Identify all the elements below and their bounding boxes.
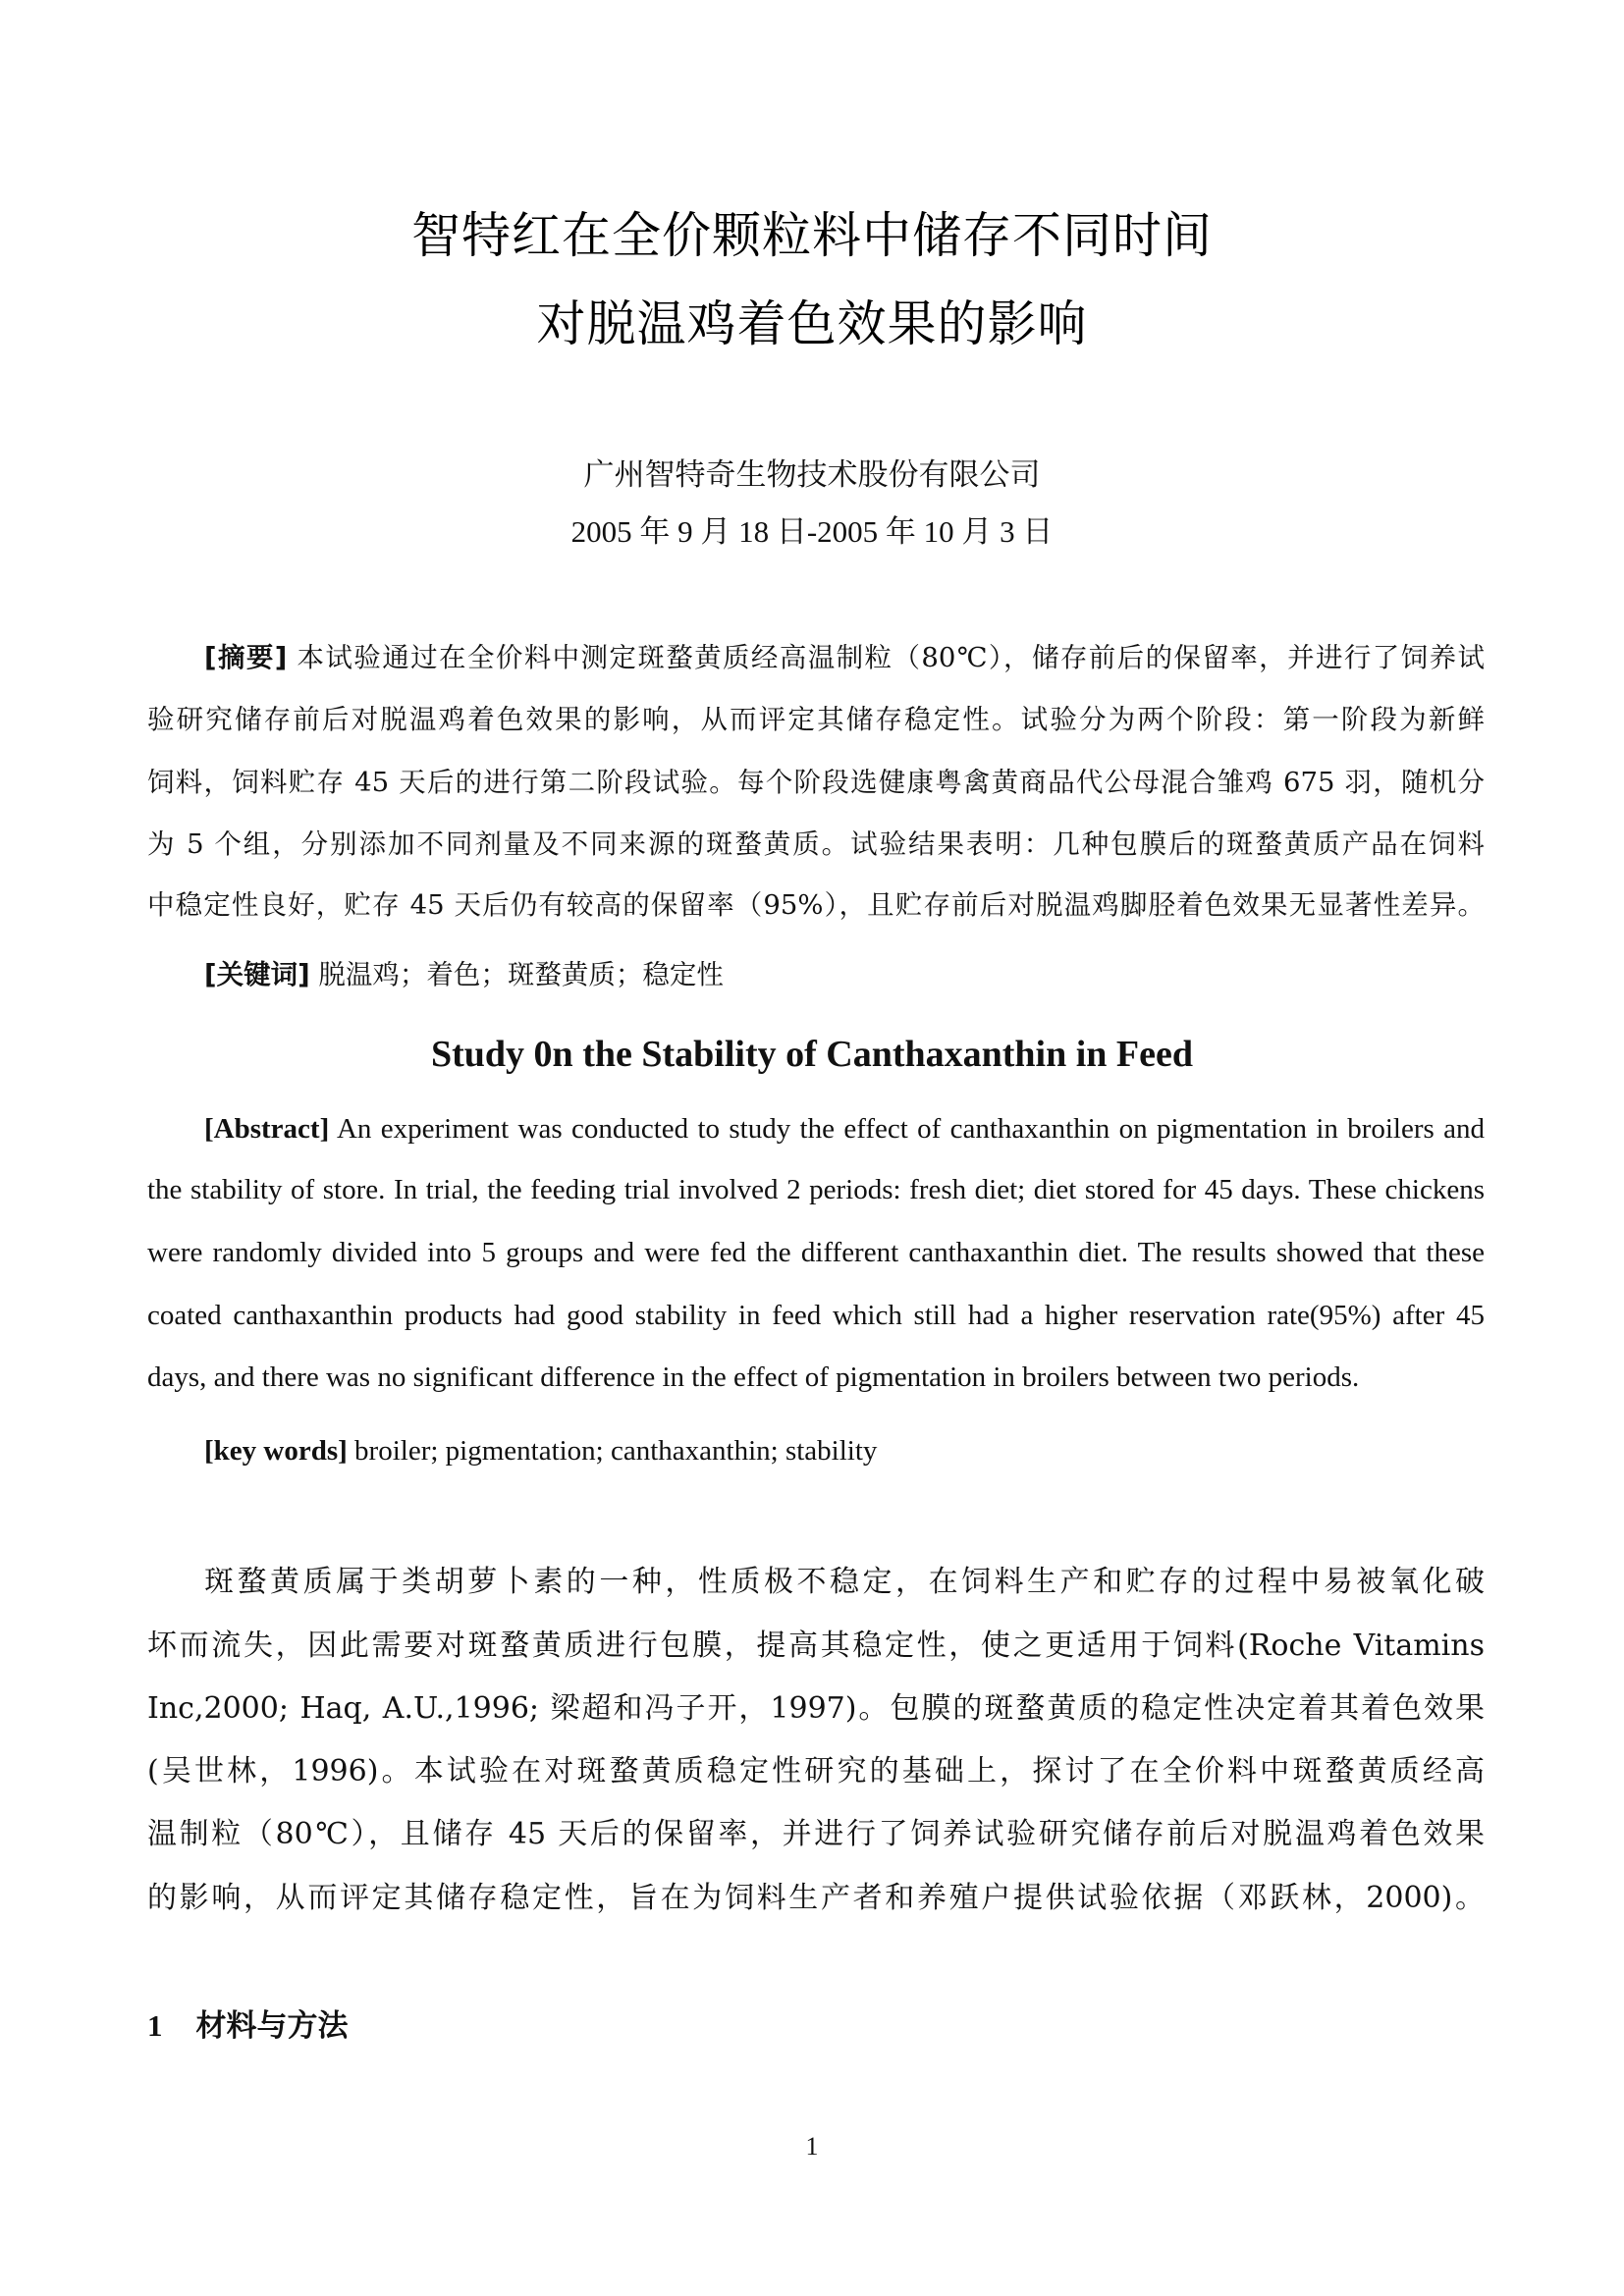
- en-abstract-line: coated canthaxanthin products had good stability in feed which still had a higher reservation rate(95%) after 45: [147, 1300, 1485, 1331]
- cn-abstract-line: 为 5 个组，分别添加不同剂量及不同来源的斑蝥黄质。试验结果表明：几种包膜后的斑蝥黄质产品在饲料: [147, 828, 1485, 860]
- cn-keywords-text: 脱温鸡；着色；斑蝥黄质；稳定性: [318, 959, 724, 990]
- section-title: 材料与方法: [195, 2008, 349, 2044]
- intro-line: 坏而流失，因此需要对斑蝥黄质进行包膜，提高其稳定性，使之更适用于饲料(Roche Vitamins: [147, 1629, 1485, 1663]
- affiliation: 广州智特奇生物技术股份有限公司: [583, 457, 1041, 493]
- section-heading: [147, 2001, 349, 2045]
- intro-line: (吴世林，1996)。本试验在对斑蝥黄质稳定性研究的基础上，探讨了在全价料中斑蝥黄质经高: [147, 1754, 1485, 1789]
- en-keywords-text: broiler; pigmentation; canthaxanthin; stability: [354, 1435, 878, 1467]
- cn-abstract-label: [摘要]: [204, 642, 288, 673]
- page-number: 1: [805, 2132, 819, 2161]
- cn-abstract-line: 验研究储存前后对脱温鸡着色效果的影响，从而评定其储存稳定性。试验分为两个阶段：第一阶段为新鲜: [147, 704, 1485, 735]
- intro-line: Inc,2000; Haq, A.U.,1996; 梁超和冯子开，1997)。包膜的斑蝥黄质的稳定性决定着其着色效果: [147, 1691, 1485, 1726]
- en-keywords-label: [key words]: [204, 1435, 348, 1467]
- title-line-1: 智特红在全价颗粒料中储存不同时间: [411, 207, 1213, 264]
- title-line-2: 对脱温鸡着色效果的影响: [536, 295, 1088, 352]
- cn-keywords: [204, 955, 1485, 994]
- en-abstract-label: [Abstract]: [204, 1113, 330, 1145]
- english-title: Study 0n the Stability of Canthaxanthin in Feed: [431, 1034, 1193, 1075]
- cn-abstract-text: 本试验通过在全价料中测定斑蝥黄质经高温制粒（80℃），储存前后的保留率，并进行了饲养试: [297, 642, 1485, 673]
- en-abstract-line: the stability of store. In trial, the feeding trial involved 2 periods: fresh diet; diet stored for 45 days. These chickens: [147, 1174, 1485, 1205]
- cn-abstract-line: [204, 638, 1485, 677]
- section-number: 1: [147, 2008, 163, 2043]
- en-keywords: [204, 1431, 1485, 1470]
- en-abstract-line: [204, 1109, 1485, 1148]
- cn-abstract-line: 饲料，饲料贮存 45 天后的进行第二阶段试验。每个阶段选健康粤禽黄商品代公母混合雏鸡 675 羽，随机分: [147, 767, 1485, 798]
- en-abstract-line: days, and there was no significant difference in the effect of pigmentation in broilers between two periods.: [147, 1362, 1360, 1393]
- cn-abstract-line: 中稳定性良好，贮存 45 天后仍有较高的保留率（95%），且贮存前后对脱温鸡脚胫着色效果无显著性差异。: [147, 889, 1485, 921]
- en-abstract-text: An experiment was conducted to study the effect of canthaxanthin on pigmentation in broilers and: [336, 1113, 1486, 1145]
- date-range: 2005 年 9 月 18 日-2005 年 10 月 3 日: [570, 514, 1054, 549]
- intro-line: 斑蝥黄质属于类胡萝卜素的一种，性质极不稳定，在饲料生产和贮存的过程中易被氧化破: [204, 1565, 1485, 1599]
- cn-keywords-label: [关键词]: [204, 959, 310, 990]
- intro-line: 的影响，从而评定其储存稳定性，旨在为饲料生产者和养殖户提供试验依据（邓跃林，2000)。: [147, 1881, 1485, 1915]
- en-abstract-line: were randomly divided into 5 groups and were fed the different canthaxanthin diet. The results showed that these: [147, 1237, 1485, 1268]
- intro-line: 温制粒（80℃），且储存 45 天后的保留率，并进行了饲养试验研究储存前后对脱温鸡着色效果: [147, 1817, 1485, 1851]
